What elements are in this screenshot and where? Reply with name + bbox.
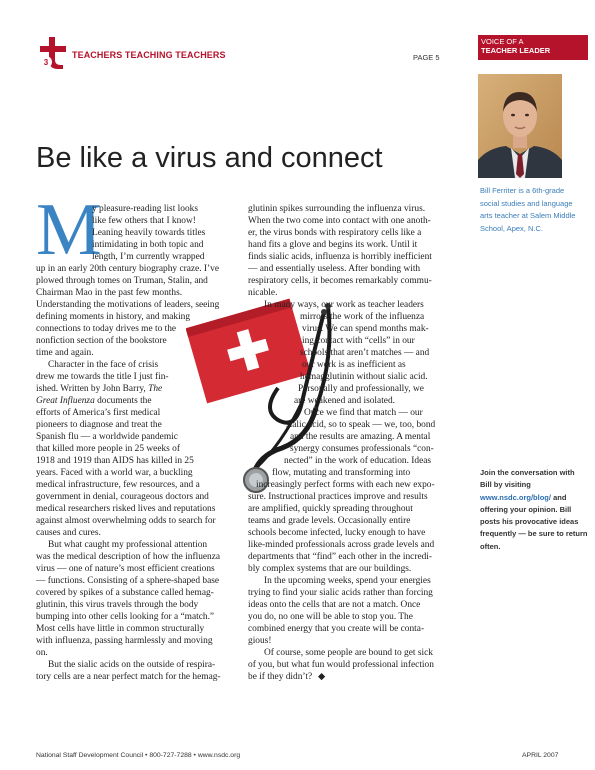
column-1-line: plowed through tomes on Truman, Stalin, and xyxy=(36,276,208,286)
article-headline: Be like a virus and connect xyxy=(36,142,383,174)
column-2-line: Of course, some people are bound to get sick xyxy=(264,648,433,658)
page-number: PAGE 5 xyxy=(413,53,440,62)
column-2-line: gious! xyxy=(248,636,272,646)
column-2-line: In the upcoming weeks, spend your energies xyxy=(264,576,431,586)
column-2-line: ideas onto the cells that are not a match. Once xyxy=(248,600,421,610)
column-2-line: are weakened and isolated. xyxy=(294,396,395,406)
column-2-line: hand fits a glove and begins its work. Until it xyxy=(248,240,418,250)
blog-link[interactable]: www.nsdc.org/blog/ xyxy=(480,492,551,502)
column-1-line: tory cells are a near perfect match for the hemag- xyxy=(36,672,221,682)
column-1-line: medical infrastructure, few resources, and a xyxy=(36,480,200,490)
journal-title: TEACHERS TEACHING TEACHERS xyxy=(72,50,226,60)
column-1-line: 1918 and 1919 than AIDS has killed in 25 xyxy=(36,456,194,466)
column-2-line: nicable. xyxy=(248,288,278,298)
column-2-line: synergy consumes professionals “con- xyxy=(290,444,434,454)
column-1-line: time and again. xyxy=(36,348,94,358)
column-2-line: virus. We can spend months mak- xyxy=(302,324,429,334)
column-2-line: be if they didn’t? xyxy=(248,672,313,682)
column-2-line: increasingly perfect forms with each new expo- xyxy=(256,480,435,490)
column-1-line: Leaning heavily towards titles xyxy=(92,228,206,238)
column-1-line: pioneers to diagnose and treat the xyxy=(36,420,162,430)
column-2-line: flow, mutating and transforming into xyxy=(272,468,411,478)
column-1-line: glutinin, this virus travels through the body xyxy=(36,600,199,610)
column-2-line: bly complex systems that are our buildings. xyxy=(248,564,412,574)
column-2-line: combined energy that you create will be conta- xyxy=(248,624,425,634)
column-1-line: y pleasure-reading list looks xyxy=(92,204,198,214)
column-2-line: are amplified, quickly spreading throughout xyxy=(248,504,413,514)
column-2-line: er, the virus bonds with respiratory cells like a xyxy=(248,228,422,238)
author-photo xyxy=(478,74,562,178)
column-1-line: Understanding the motivations of leaders, seeing xyxy=(36,300,220,310)
column-2-line: of you, but what fun would professional infection xyxy=(248,660,434,670)
column-1-line: But what caught my professional attention xyxy=(48,540,208,550)
author-bio: Bill Ferriter is a 6th-grade social studies and language arts teacher at Salem Middle School, Apex, N.C. xyxy=(480,186,576,233)
svg-text:3: 3 xyxy=(43,58,49,67)
column-1-line: years. Faced with a world war, a buckling xyxy=(36,468,193,478)
footer-publisher: National Staff Development Council • 800-727-7288 • www.nsdc.org xyxy=(36,752,241,759)
column-2-line: hemagglutinin without sialic acid. xyxy=(300,372,428,382)
column-1-line: government in denial, courageous doctors and xyxy=(36,492,209,502)
column-2-line: finds sialic acids, influenza is horribly inefficient xyxy=(248,252,432,262)
column-1-line: Most cells have little in common structurally xyxy=(36,624,205,634)
column-1-line: efforts of America’s first medical xyxy=(36,408,161,418)
column-2-line: you do, no one will be able to stop you. The xyxy=(248,612,413,622)
column-2-line: mirrors the work of the influenza xyxy=(300,312,425,322)
column-1-line: bumping into other cells looking for a “match.” xyxy=(36,612,215,622)
column-2-line: Personally and professionally, we xyxy=(298,384,424,394)
book-title-fragment: The xyxy=(148,384,163,394)
column-2-line: schools that aren’t matches — and xyxy=(300,348,430,358)
end-of-article-mark: ◆ xyxy=(318,671,326,682)
column-2-line: respiratory cells, it becomes remarkably commu- xyxy=(248,276,432,286)
column-2-line: nected” in the work of education. Ideas xyxy=(284,456,432,466)
column-1-line: up in an early 20th century biography craze. I’ve xyxy=(36,264,219,274)
column-1-line: drew me towards the title I just fin- xyxy=(36,372,169,382)
column-2-line: Once we find that match — our xyxy=(304,408,423,418)
column-2-line: departments that “find” each other in the incredi- xyxy=(248,552,433,562)
column-2-line: and the results are amazing. A mental xyxy=(290,432,431,442)
column-1-line: against almost overwhelming odds to search for xyxy=(36,516,216,526)
column-1-line: ished. Written by John Barry, The xyxy=(36,384,163,394)
column-1-line: Chairman Mao in the past few months. xyxy=(36,288,183,298)
column-1-line: Character in the face of crisis xyxy=(48,360,159,370)
column-2-line: sialic acid, so to speak — we, too, bond xyxy=(286,420,436,430)
column-2-line: like-minded professionals across grade levels and xyxy=(248,540,435,550)
column-1-line: causes and cures. xyxy=(36,528,101,538)
column-2-line: sure. Instructional practices improve and results xyxy=(248,492,428,502)
column-1-line: nonfiction section of the bookstore xyxy=(36,336,167,346)
column-1-line: covered by spikes of a substance called hemag- xyxy=(36,588,214,598)
footer-date: APRIL 2007 xyxy=(522,752,559,759)
column-1-line: medical researchers risked lives and reputations xyxy=(36,504,216,514)
callout-text-after: and offering your opinion. Bill posts his provocative ideas frequently — be sure to return often. xyxy=(480,492,588,551)
column-2-line: In many ways, our work as teacher leaders xyxy=(264,300,424,310)
column-1-line: with influenza, passing harmlessly and moving xyxy=(36,636,213,646)
column-1-line: like few others that I know! xyxy=(92,216,196,226)
column-1-line: on. xyxy=(36,648,48,658)
book-title-fragment: Great Influenza xyxy=(36,396,95,406)
column-1-line: that killed more people in 25 weeks of xyxy=(36,444,180,454)
column-1-line: connections to today drives me to the xyxy=(36,324,177,334)
column-2-line: schools become infected, lucky enough to have xyxy=(248,528,426,538)
blog-callout xyxy=(480,467,588,553)
column-1-line: Great Influenza documents the xyxy=(36,396,152,406)
drop-cap: M xyxy=(36,189,102,271)
column-1-line: — functions. Consisting of a sphere-shaped base xyxy=(36,576,220,586)
callout-text-before: Join the conversation with Bill by visiting xyxy=(480,468,575,490)
column-1-line: intimidating in both topic and xyxy=(92,240,204,250)
column-1-line: virus — one of nature’s most efficient creations xyxy=(36,564,215,574)
column-2-line: glutinin spikes surrounding the influenza virus. xyxy=(248,204,426,214)
badge-line-2: TEACHER LEADER xyxy=(481,46,551,55)
badge-line-1: VOICE OF A xyxy=(481,37,524,46)
column-1-line: length, I’m currently wrapped xyxy=(92,252,205,262)
column-1-line: Spanish flu — a worldwide pandemic xyxy=(36,432,178,442)
column-1-line: But the sialic acids on the outside of respira- xyxy=(48,660,216,670)
column-2-line: our work is as inefficient as xyxy=(302,360,406,370)
column-2-line: ing contact with “cells” in our xyxy=(302,336,415,346)
column-badge xyxy=(478,35,588,60)
column-1-line: defining moments in history, and making xyxy=(36,312,191,322)
column-1-line: was the medical description of how the influenza xyxy=(36,552,221,562)
column-2-line: — and essentially useless. After bonding with xyxy=(248,264,421,274)
column-2-line: trying to find your sialic acids rather than forcing xyxy=(248,588,433,598)
column-2-line: teams and grade levels. Occasionally entire xyxy=(248,516,411,526)
t3-logo xyxy=(36,36,70,70)
column-2-line: When the two come into contact with one anoth- xyxy=(248,216,431,226)
